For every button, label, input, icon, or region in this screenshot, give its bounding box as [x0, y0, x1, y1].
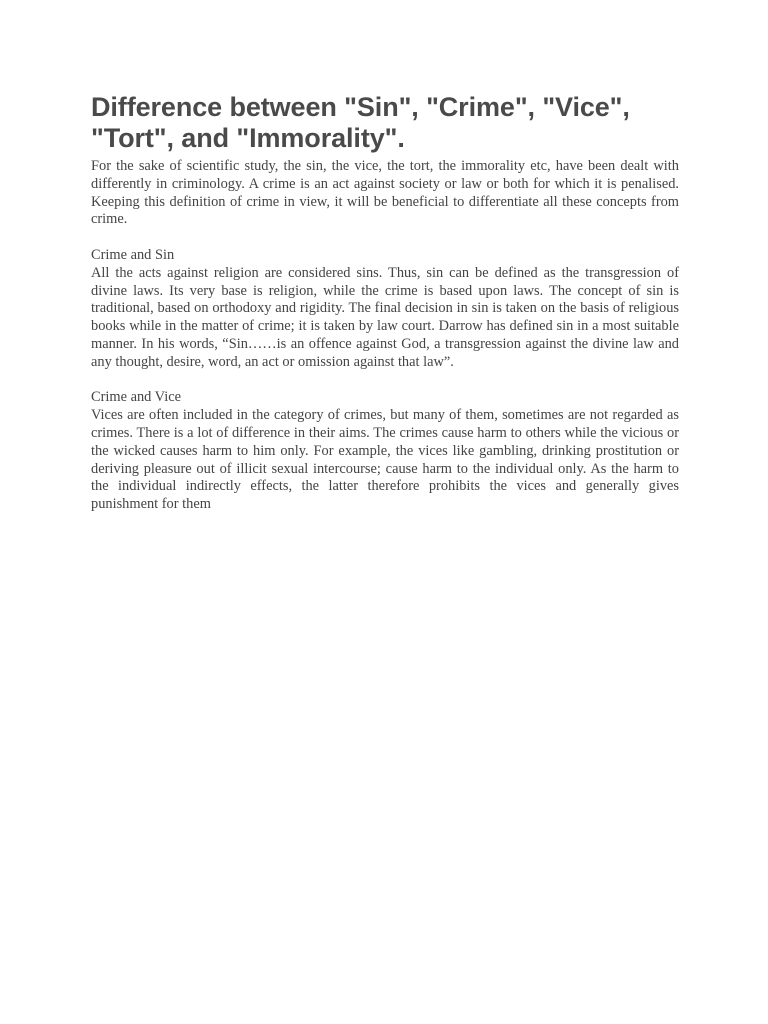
section-body: Vices are often included in the category of crimes, but many of them, sometimes are not regarded as crimes. There is a lot of difference in their aims. The crimes cause harm to others while the vicious or the wicked causes harm to him only. For example, the vices like gambling, drinking prostitution or deriving pleasure out of illicit sexual intercourse; cause harm to the individual only. As the harm to the individual indirectly effects, the latter therefore prohibits the vices and generally gives punishment for them: [91, 407, 679, 513]
document-page: [91, 92, 679, 514]
intro-paragraph: For the sake of scientific study, the sin, the vice, the tort, the immorality etc, have been dealt with differently in criminology. A crime is an act against society or law or both for which it is penalised. Keeping this definition of crime in view, it will be beneficial to differentiate all these concepts from crime.: [91, 158, 679, 228]
section-crime-and-sin: [91, 247, 679, 372]
document-title: Difference between "Sin", "Crime", "Vice", "Tort", and "Immorality".: [91, 92, 630, 153]
section-heading: Crime and Vice: [91, 389, 181, 406]
section-body: All the acts against religion are considered sins. Thus, sin can be defined as the transgression of divine laws. Its very base is religion, while the crime is based upon laws. The concept of sin is traditional, based on orthodoxy and rigidity. The final decision in sin is taken on the basis of religious books while in the matter of crime; it is taken by law court. Darrow has defined sin in a most suitable manner. In his words, “Sin……is an offence against God, a transgression against the divine law and any thought, desire, word, an act or omission against that law”.: [91, 264, 679, 370]
section-crime-and-vice: [91, 389, 679, 514]
section-heading: Crime and Sin: [91, 246, 175, 263]
